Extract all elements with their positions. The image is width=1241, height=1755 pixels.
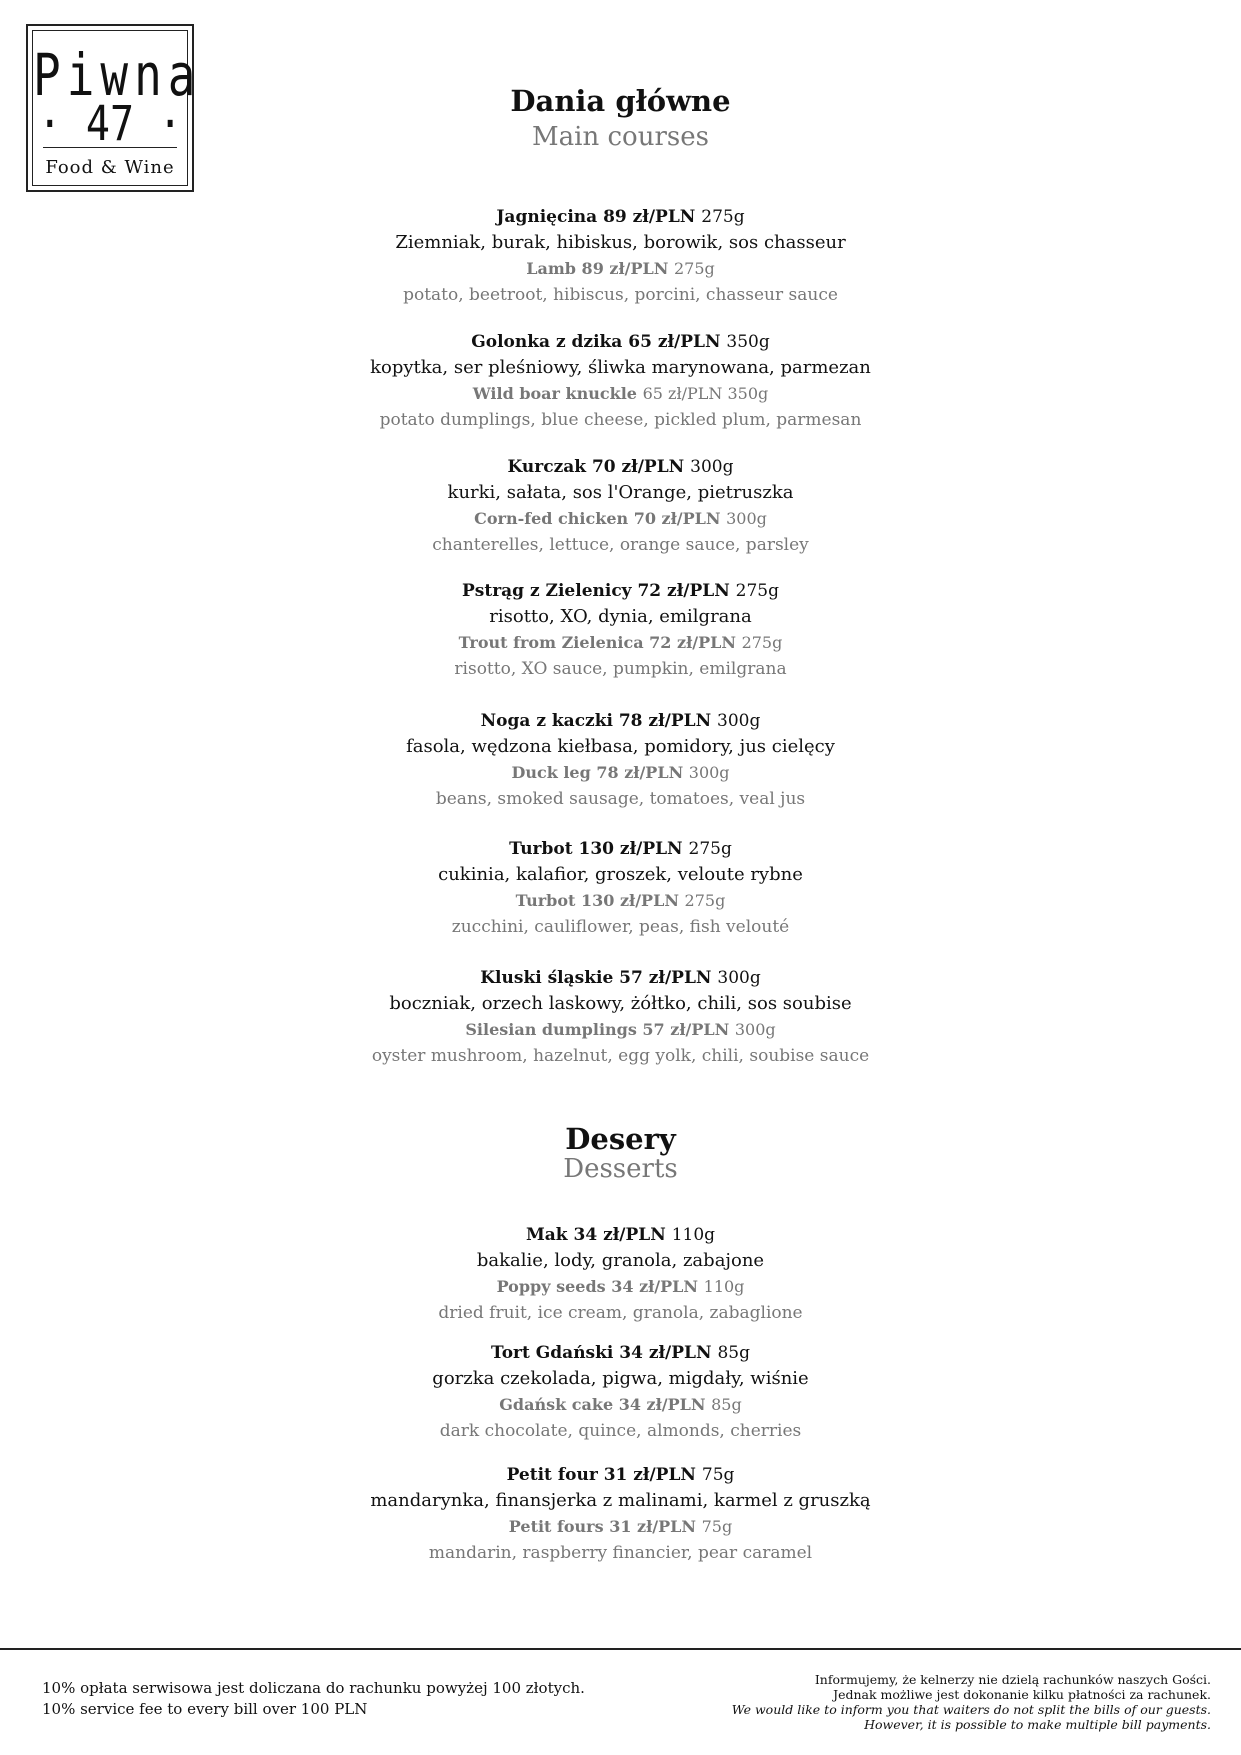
bill-note-en-1: We would like to inform you that waiters do not split the bills of our guests. xyxy=(731,1702,1211,1717)
item-desc-en: dark chocolate, quince, almonds, cherries xyxy=(439,1421,802,1441)
item-name-en: Poppy seeds 34 zł/PLN 110g xyxy=(496,1277,745,1296)
item-name-en: Trout from Zielenica 72 zł/PLN 275g xyxy=(458,633,783,652)
bill-note-pl-2: Jednak możliwe jest dokonanie kilku płatności za rachunek. xyxy=(833,1687,1211,1702)
menu-item xyxy=(0,204,1241,308)
bill-note-en-2: However, it is possible to make multiple bill payments. xyxy=(864,1717,1211,1732)
item-desc-en: chanterelles, lettuce, orange sauce, parsley xyxy=(432,535,809,555)
menu-item xyxy=(0,1462,1241,1566)
item-name-pl: Golonka z dzika 65 zł/PLN 350g xyxy=(471,332,770,352)
bill-split-note xyxy=(732,1672,1211,1732)
item-name-pl: Pstrąg z Zielenicy 72 zł/PLN 275g xyxy=(462,581,779,601)
item-desc-pl: boczniak, orzech laskowy, żółtko, chili, sos soubise xyxy=(389,993,852,1014)
item-desc-pl: kurki, sałata, sos l'Orange, pietruszka xyxy=(447,482,794,503)
item-name-en: Turbot 130 zł/PLN 275g xyxy=(515,891,726,910)
item-desc-en: dried fruit, ice cream, granola, zabaglione xyxy=(438,1303,803,1323)
item-name-en: Wild boar knuckle 65 zł/PLN 350g xyxy=(472,384,769,403)
item-desc-pl: mandarynka, finansjerka z malinami, karmel z gruszką xyxy=(370,1490,871,1511)
item-desc-en: potato dumplings, blue cheese, pickled plum, parmesan xyxy=(379,410,862,430)
item-name-en: Petit fours 31 zł/PLN 75g xyxy=(508,1517,733,1536)
menu-item xyxy=(0,836,1241,940)
logo-tagline: Food & Wine xyxy=(45,157,175,178)
item-name-pl: Tort Gdański 34 zł/PLN 85g xyxy=(491,1343,750,1363)
menu-item xyxy=(0,329,1241,433)
item-desc-pl: bakalie, lody, granola, zabajone xyxy=(476,1250,765,1271)
item-desc-en: mandarin, raspberry financier, pear caramel xyxy=(428,1543,813,1563)
menu-item xyxy=(0,454,1241,558)
item-name-en: Gdańsk cake 34 zł/PLN 85g xyxy=(499,1395,742,1414)
desserts-subtitle: Desserts xyxy=(563,1154,678,1184)
item-desc-en: beans, smoked sausage, tomatoes, veal jus xyxy=(435,789,806,809)
item-desc-en: potato, beetroot, hibiscus, porcini, chasseur sauce xyxy=(403,285,838,305)
item-desc-pl: gorzka czekolada, pigwa, migdały, wiśnie xyxy=(432,1368,809,1389)
item-desc-pl: Ziemniak, burak, hibiskus, borowik, sos chasseur xyxy=(395,232,846,253)
menu-item xyxy=(0,965,1241,1069)
item-name-en: Duck leg 78 zł/PLN 300g xyxy=(511,763,730,782)
menu-item xyxy=(0,1222,1241,1326)
service-fee-en: 10% service fee to every bill over 100 PLN xyxy=(42,1700,368,1718)
mains-subtitle: Main courses xyxy=(532,122,709,152)
service-fee-note xyxy=(42,1678,585,1720)
mains-title: Dania główne xyxy=(510,84,731,118)
item-name-pl: Kluski śląskie 57 zł/PLN 300g xyxy=(480,968,761,988)
item-name-pl: Petit four 31 zł/PLN 75g xyxy=(506,1465,735,1485)
item-desc-en: oyster mushroom, hazelnut, egg yolk, chili, soubise sauce xyxy=(371,1046,870,1066)
item-name-en: Corn-fed chicken 70 zł/PLN 300g xyxy=(474,509,767,528)
item-desc-pl: fasola, wędzona kiełbasa, pomidory, jus cielęcy xyxy=(406,736,835,757)
item-name-pl: Jagnięcina 89 zł/PLN 275g xyxy=(496,207,745,227)
item-name-en: Lamb 89 zł/PLN 275g xyxy=(526,259,715,278)
desserts-title: Desery xyxy=(565,1122,676,1156)
logo-number: · 47 · xyxy=(37,97,183,153)
menu-item xyxy=(0,1340,1241,1444)
item-name-pl: Noga z kaczki 78 zł/PLN 300g xyxy=(480,711,761,731)
menu-item xyxy=(0,708,1241,812)
item-name-pl: Mak 34 zł/PLN 110g xyxy=(525,1225,716,1245)
item-name-pl: Turbot 130 zł/PLN 275g xyxy=(509,839,732,859)
item-name-en: Silesian dumplings 57 zł/PLN 300g xyxy=(465,1020,776,1039)
item-desc-pl: risotto, XO, dynia, emilgrana xyxy=(489,606,752,627)
footer-divider xyxy=(0,1648,1241,1650)
item-desc-en: zucchini, cauliflower, peas, fish velouté xyxy=(451,917,790,937)
menu-item xyxy=(0,578,1241,682)
item-name-pl: Kurczak 70 zł/PLN 300g xyxy=(507,457,734,477)
item-desc-pl: kopytka, ser pleśniowy, śliwka marynowana, parmezan xyxy=(370,357,871,378)
item-desc-pl: cukinia, kalafior, groszek, veloute rybne xyxy=(438,864,803,885)
logo-name: Piwna xyxy=(33,41,202,109)
item-desc-en: risotto, XO sauce, pumpkin, emilgrana xyxy=(454,659,787,679)
service-fee-pl: 10% opłata serwisowa jest doliczana do rachunku powyżej 100 złotych. xyxy=(42,1679,585,1697)
bill-note-pl-1: Informujemy, że kelnerzy nie dzielą rachunków naszych Gości. xyxy=(814,1672,1211,1687)
